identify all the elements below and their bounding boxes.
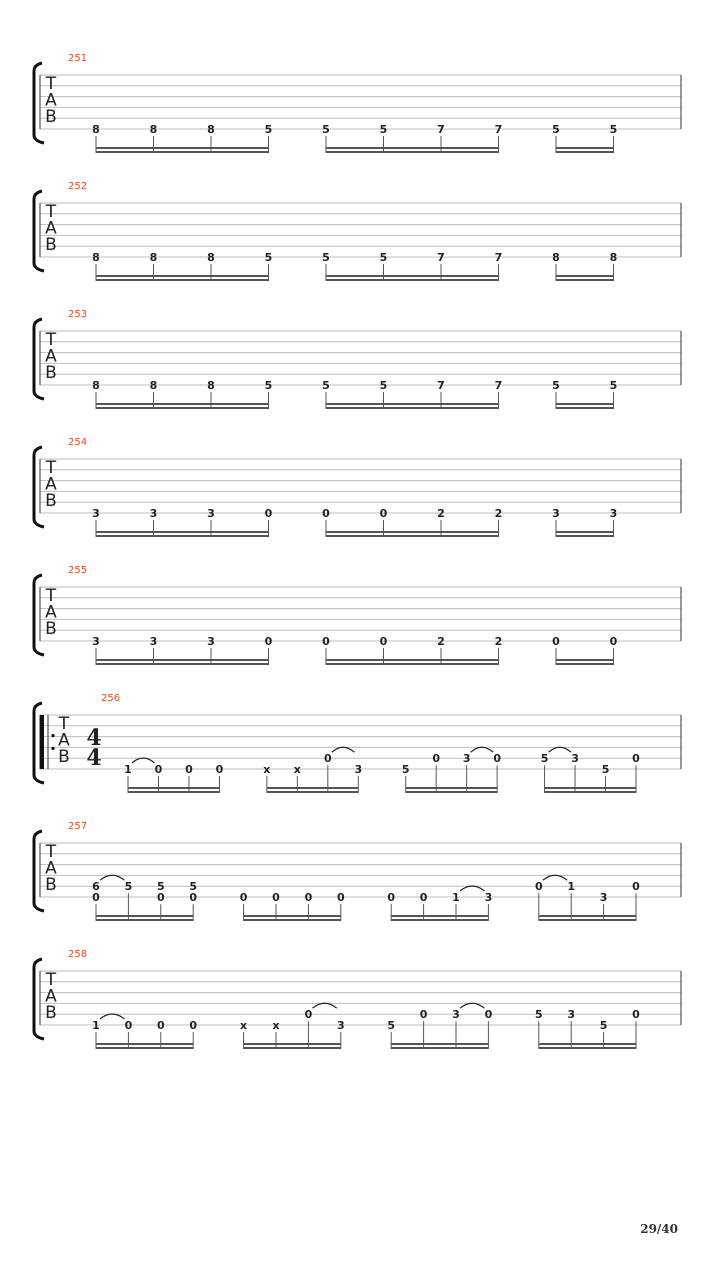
fret-number: 7: [437, 251, 445, 264]
fret-number: x: [240, 1019, 248, 1032]
fret-number: 3: [149, 635, 158, 648]
fret-number: 1: [567, 880, 576, 894]
fret-number: 1: [92, 1019, 100, 1032]
beam-secondary: [545, 791, 636, 793]
measure-number: 255: [68, 565, 88, 576]
beam-primary: [326, 531, 499, 533]
beam-secondary: [556, 151, 614, 153]
fret-number: 5: [540, 752, 549, 766]
fret-number: 1: [124, 763, 132, 776]
beam-primary: [96, 915, 193, 917]
beam-primary: [96, 403, 269, 405]
beam-secondary: [244, 1047, 341, 1049]
fret-number: 5: [379, 251, 388, 264]
tab-clef-letter-a: A: [45, 346, 57, 367]
beam-secondary: [326, 151, 499, 153]
tab-clef-letter-a: A: [45, 858, 57, 879]
beam-primary: [326, 147, 499, 149]
tab-clef-letter-t: T: [45, 458, 57, 478]
fret-number: x: [272, 1019, 280, 1032]
fret-number: 0: [215, 763, 224, 776]
fret-number: 3: [462, 752, 471, 766]
repeat-dot: [51, 747, 54, 750]
fret-number: 5: [124, 880, 133, 894]
beam-primary: [244, 915, 341, 917]
tab-clef-letter-a: A: [58, 730, 70, 751]
tab-clef-letter-b: B: [45, 107, 57, 127]
fret-number: 0: [156, 1019, 165, 1032]
fret-number: 5: [599, 1019, 608, 1032]
beam-secondary: [406, 791, 497, 793]
fret-number: 3: [484, 891, 493, 904]
tab-clef-letter-t: T: [45, 74, 57, 94]
fret-number: 5: [401, 763, 410, 776]
tab-clef-letter-b: B: [45, 491, 57, 511]
beam-primary: [556, 531, 614, 533]
tab-clef-letter-t: T: [58, 714, 70, 734]
beam-secondary: [96, 663, 269, 665]
measure-number: 257: [68, 821, 88, 832]
fret-number: 8: [207, 123, 215, 136]
beam-secondary: [244, 919, 341, 921]
fret-number: 5: [552, 123, 560, 136]
tab-clef-letter-t: T: [45, 970, 57, 990]
tab-clef-letter-b: B: [45, 363, 57, 383]
fret-number: 0: [92, 891, 100, 905]
fret-number: 5: [552, 379, 560, 392]
beam-secondary: [128, 791, 219, 793]
fret-number: 7: [494, 251, 503, 264]
fret-number: 3: [354, 763, 363, 776]
tab-clef-letter-b: B: [45, 1003, 57, 1023]
fret-number: 8: [92, 379, 100, 392]
fret-number: 7: [494, 123, 503, 136]
beam-primary: [326, 275, 499, 277]
tie-arc: [332, 747, 354, 752]
fret-number: 8: [149, 123, 158, 136]
tie-arc: [312, 1003, 336, 1008]
fret-number: 0: [432, 752, 441, 766]
measure-number: 254: [68, 437, 88, 448]
fret-number: 0: [189, 891, 198, 905]
fret-number: 5: [601, 763, 610, 776]
tab-clef-letter-a: A: [45, 602, 57, 623]
beam-primary: [556, 659, 614, 661]
fret-number: 5: [264, 123, 273, 136]
tie-arc: [549, 747, 571, 752]
fret-number: 0: [272, 891, 280, 904]
fret-number: 0: [632, 752, 640, 766]
beam-secondary: [391, 919, 488, 921]
beam-primary: [539, 1043, 636, 1045]
fret-number: 0: [264, 507, 273, 520]
fret-number: 0: [304, 1008, 313, 1022]
fret-number: 0: [304, 891, 313, 904]
measure-number: 251: [68, 53, 88, 64]
fret-number: 2: [437, 635, 445, 648]
beam-primary: [96, 659, 269, 661]
tie-arc: [132, 758, 154, 763]
beam-primary: [556, 147, 614, 149]
beam-primary: [391, 1043, 488, 1045]
tab-clef-letter-b: B: [45, 619, 57, 639]
tie-arc: [100, 875, 124, 880]
beam-secondary: [96, 151, 269, 153]
beam-primary: [406, 787, 497, 789]
fret-number: 3: [336, 1019, 345, 1032]
fret-number: 5: [189, 880, 198, 894]
tab-clef-letter-t: T: [45, 842, 57, 862]
beam-secondary: [326, 279, 499, 281]
fret-number: 0: [632, 880, 640, 894]
beam-secondary: [96, 919, 193, 921]
fret-number: 7: [494, 379, 503, 392]
fret-number: 5: [264, 251, 273, 264]
fret-number: 1: [452, 891, 460, 904]
time-signature-top: 4: [86, 725, 102, 751]
beam-primary: [326, 403, 499, 405]
beam-primary: [96, 1043, 193, 1045]
beam-secondary: [556, 407, 614, 409]
beam-primary: [96, 275, 269, 277]
fret-number: 3: [207, 507, 215, 520]
fret-number: 5: [379, 123, 388, 136]
fret-number: 3: [149, 507, 158, 520]
fret-number: 8: [609, 251, 618, 264]
fret-number: 0: [484, 1008, 493, 1022]
fret-number: 8: [92, 123, 100, 136]
fret-number: 8: [149, 251, 158, 264]
fret-number: x: [263, 763, 271, 776]
page-number: 29/40: [640, 1222, 678, 1236]
beam-secondary: [539, 919, 636, 921]
beam-secondary: [556, 663, 614, 665]
measure-number: 252: [68, 181, 88, 192]
fret-number: 0: [185, 763, 193, 776]
fret-number: 5: [609, 123, 618, 136]
time-signature-bottom: 4: [86, 745, 102, 771]
tie-arc: [460, 886, 484, 891]
beam-primary: [244, 1043, 341, 1045]
beam-secondary: [556, 535, 614, 537]
fret-number: 3: [571, 752, 579, 766]
fret-number: 2: [494, 635, 503, 648]
beam-secondary: [96, 1047, 193, 1049]
fret-number: 7: [437, 123, 445, 136]
fret-number: 0: [387, 891, 396, 904]
beam-primary: [128, 787, 219, 789]
fret-number: 3: [92, 635, 100, 648]
fret-number: 6: [92, 880, 100, 894]
fret-number: 0: [322, 507, 330, 520]
fret-number: 2: [494, 507, 503, 520]
beam-primary: [267, 787, 358, 789]
fret-number: 0: [419, 1008, 428, 1022]
fret-number: 0: [264, 635, 273, 648]
measure-number: 253: [68, 309, 88, 320]
fret-number: 0: [189, 1019, 198, 1032]
tab-clef-letter-t: T: [45, 586, 57, 606]
tab-clef-letter-b: B: [45, 235, 57, 255]
fret-number: 7: [437, 379, 445, 392]
fret-number: 3: [207, 635, 215, 648]
fret-number: 5: [387, 1019, 396, 1032]
fret-number: 8: [207, 251, 215, 264]
beam-secondary: [326, 407, 499, 409]
fret-number: 0: [323, 752, 332, 766]
fret-number: 0: [322, 635, 330, 648]
fret-number: 0: [632, 1008, 640, 1022]
beam-primary: [539, 915, 636, 917]
fret-number: 3: [452, 1008, 460, 1022]
beam-primary: [96, 147, 269, 149]
repeat-dot: [51, 734, 54, 737]
fret-number: 0: [534, 880, 543, 894]
tab-clef-letter-t: T: [45, 202, 57, 222]
fret-number: 2: [437, 507, 445, 520]
fret-number: 3: [609, 507, 618, 520]
beam-secondary: [267, 791, 358, 793]
tie-arc: [460, 1003, 484, 1008]
fret-number: 8: [552, 251, 560, 264]
fret-number: 5: [379, 379, 388, 392]
tab-clef-letter-a: A: [45, 986, 57, 1007]
fret-number: 0: [124, 1019, 133, 1032]
fret-number: 5: [322, 123, 330, 136]
tab-clef-letter-a: A: [45, 90, 57, 111]
fret-number: 5: [156, 880, 165, 894]
tab-clef-letter-b: B: [45, 875, 57, 895]
fret-number: 8: [149, 379, 158, 392]
fret-number: 0: [379, 507, 388, 520]
beam-primary: [556, 275, 614, 277]
beam-secondary: [556, 279, 614, 281]
measure-number: 258: [68, 949, 88, 960]
fret-number: 0: [336, 891, 345, 904]
beam-primary: [96, 531, 269, 533]
tab-clef-letter-a: A: [45, 474, 57, 495]
fret-number: 0: [239, 891, 248, 904]
measure-number: 256: [101, 693, 121, 704]
beam-primary: [326, 659, 499, 661]
beam-secondary: [96, 279, 269, 281]
fret-number: 3: [599, 891, 608, 904]
fret-number: 8: [207, 379, 215, 392]
beam-secondary: [391, 1047, 488, 1049]
fret-number: 0: [154, 763, 163, 776]
fret-number: 3: [552, 507, 560, 520]
tie-arc: [471, 747, 493, 752]
fret-number: 8: [92, 251, 100, 264]
tab-clef-letter-t: T: [45, 330, 57, 350]
beam-secondary: [96, 535, 269, 537]
beam-secondary: [539, 1047, 636, 1049]
beam-secondary: [326, 663, 499, 665]
fret-number: 5: [264, 379, 273, 392]
tab-clef-letter-b: B: [58, 747, 70, 767]
fret-number: 5: [534, 1008, 543, 1022]
fret-number: 0: [493, 752, 501, 766]
fret-number: x: [293, 763, 301, 776]
fret-number: 5: [322, 379, 330, 392]
fret-number: 0: [379, 635, 388, 648]
fret-number: 5: [609, 379, 618, 392]
tie-arc: [543, 875, 567, 880]
repeat-thick-bar: [40, 715, 44, 769]
tie-arc: [100, 1014, 124, 1019]
beam-primary: [556, 403, 614, 405]
tab-clef-letter-a: A: [45, 218, 57, 239]
beam-primary: [545, 787, 636, 789]
fret-number: 0: [609, 635, 618, 648]
beam-primary: [391, 915, 488, 917]
fret-number: 5: [322, 251, 330, 264]
fret-number: 3: [92, 507, 100, 520]
fret-number: 0: [156, 891, 165, 905]
fret-number: 0: [552, 635, 560, 648]
fret-number: 0: [419, 891, 428, 904]
fret-number: 3: [567, 1008, 576, 1022]
beam-secondary: [96, 407, 269, 409]
beam-secondary: [326, 535, 499, 537]
